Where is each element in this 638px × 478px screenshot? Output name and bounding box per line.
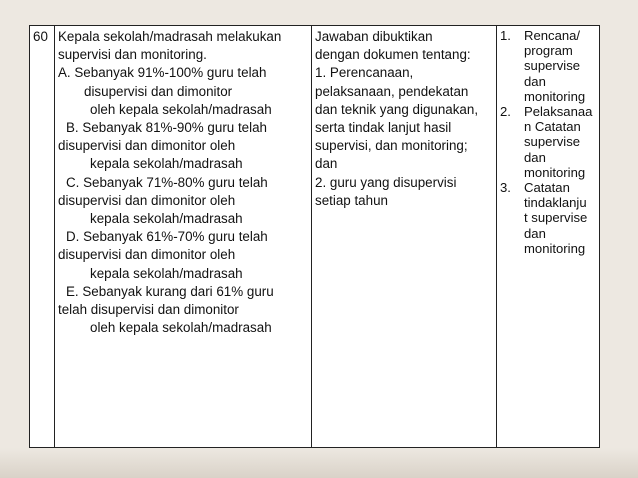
documents-cell [497, 26, 600, 448]
evidence-line: dan [315, 156, 338, 172]
evidence-line: dan teknik yang digunakan, [315, 101, 479, 117]
list-item-text: n Catatan [524, 119, 581, 135]
list-item [500, 104, 597, 180]
list-item-text: monitoring [524, 164, 586, 180]
criteria-option-e: E. Sebanyak kurang dari 61% guru [66, 283, 274, 299]
criteria-intro: Kepala sekolah/madrasah melakukan [58, 29, 282, 44]
list-item-number: 3. [500, 180, 511, 196]
criteria-option-b: B. Sebanyak 81%-90% guru telah [66, 120, 267, 136]
row-number-cell [30, 26, 55, 448]
list-item-text: dan [524, 149, 546, 165]
list-item-text: program [524, 43, 573, 59]
evidence-line: 1. Perencanaan, [315, 65, 414, 81]
list-item-text: supervise [524, 134, 581, 150]
evidence-line: supervisi, dan monitoring; [315, 138, 468, 154]
criteria-cell [55, 26, 312, 448]
evidence-line: serta tindak lanjut hasil [315, 120, 452, 136]
slide-bottom-shade [0, 448, 638, 478]
list-item-text: Rencana/ [524, 28, 581, 43]
list-item-text: monitoring [524, 88, 586, 104]
criteria-option-c: disupervisi dan dimonitor oleh [58, 192, 236, 208]
list-item-text: t supervise [524, 210, 588, 226]
criteria-option-a: oleh kepala sekolah/madrasah [90, 101, 272, 117]
evidence-line: pelaksanaan, pendekatan [315, 83, 469, 99]
row-number: 60 [33, 29, 48, 44]
criteria-option-e: oleh kepala sekolah/madrasah [90, 320, 272, 336]
criteria-option-d: D. Sebanyak 61%-70% guru telah [66, 229, 268, 245]
list-item-text: Pelaksanaa [524, 104, 593, 120]
criteria-option-d: kepala sekolah/madrasah [90, 265, 243, 281]
list-item-text: dan [524, 225, 546, 241]
criteria-intro: supervisi dan monitoring. [58, 47, 207, 63]
criteria-option-b: kepala sekolah/madrasah [90, 156, 243, 172]
evidence-line: setiap tahun [315, 192, 388, 208]
criteria-option-c: C. Sebanyak 71%-80% guru telah [66, 174, 268, 190]
evidence-line: dengan dokumen tentang: [315, 47, 471, 63]
evidence-cell [312, 26, 497, 448]
documents-list [500, 28, 597, 256]
list-item-text: tindaklanju [524, 195, 587, 211]
list-item-text: Catatan [524, 180, 570, 196]
criteria-option-e: telah disupervisi dan dimonitor [58, 302, 239, 318]
evidence-line: 2. guru yang disupervisi [315, 174, 457, 190]
list-item [500, 28, 597, 104]
list-item-number: 2. [500, 104, 511, 120]
criteria-option-a: disupervisi dan dimonitor [84, 83, 233, 99]
criteria-option-b: disupervisi dan dimonitor oleh [58, 138, 236, 154]
rubric-table [29, 25, 600, 448]
evidence-line: Jawaban dibuktikan [315, 29, 433, 44]
list-item-text: supervise [524, 58, 581, 74]
list-item-text: dan [524, 73, 546, 89]
criteria-option-d: disupervisi dan dimonitor oleh [58, 247, 236, 263]
table-row [30, 26, 600, 448]
criteria-option-c: kepala sekolah/madrasah [90, 211, 243, 227]
list-item-text: monitoring [524, 240, 586, 256]
list-item [500, 180, 597, 256]
list-item-number: 1. [500, 28, 511, 43]
criteria-option-a: A. Sebanyak 91%-100% guru telah [58, 65, 267, 81]
